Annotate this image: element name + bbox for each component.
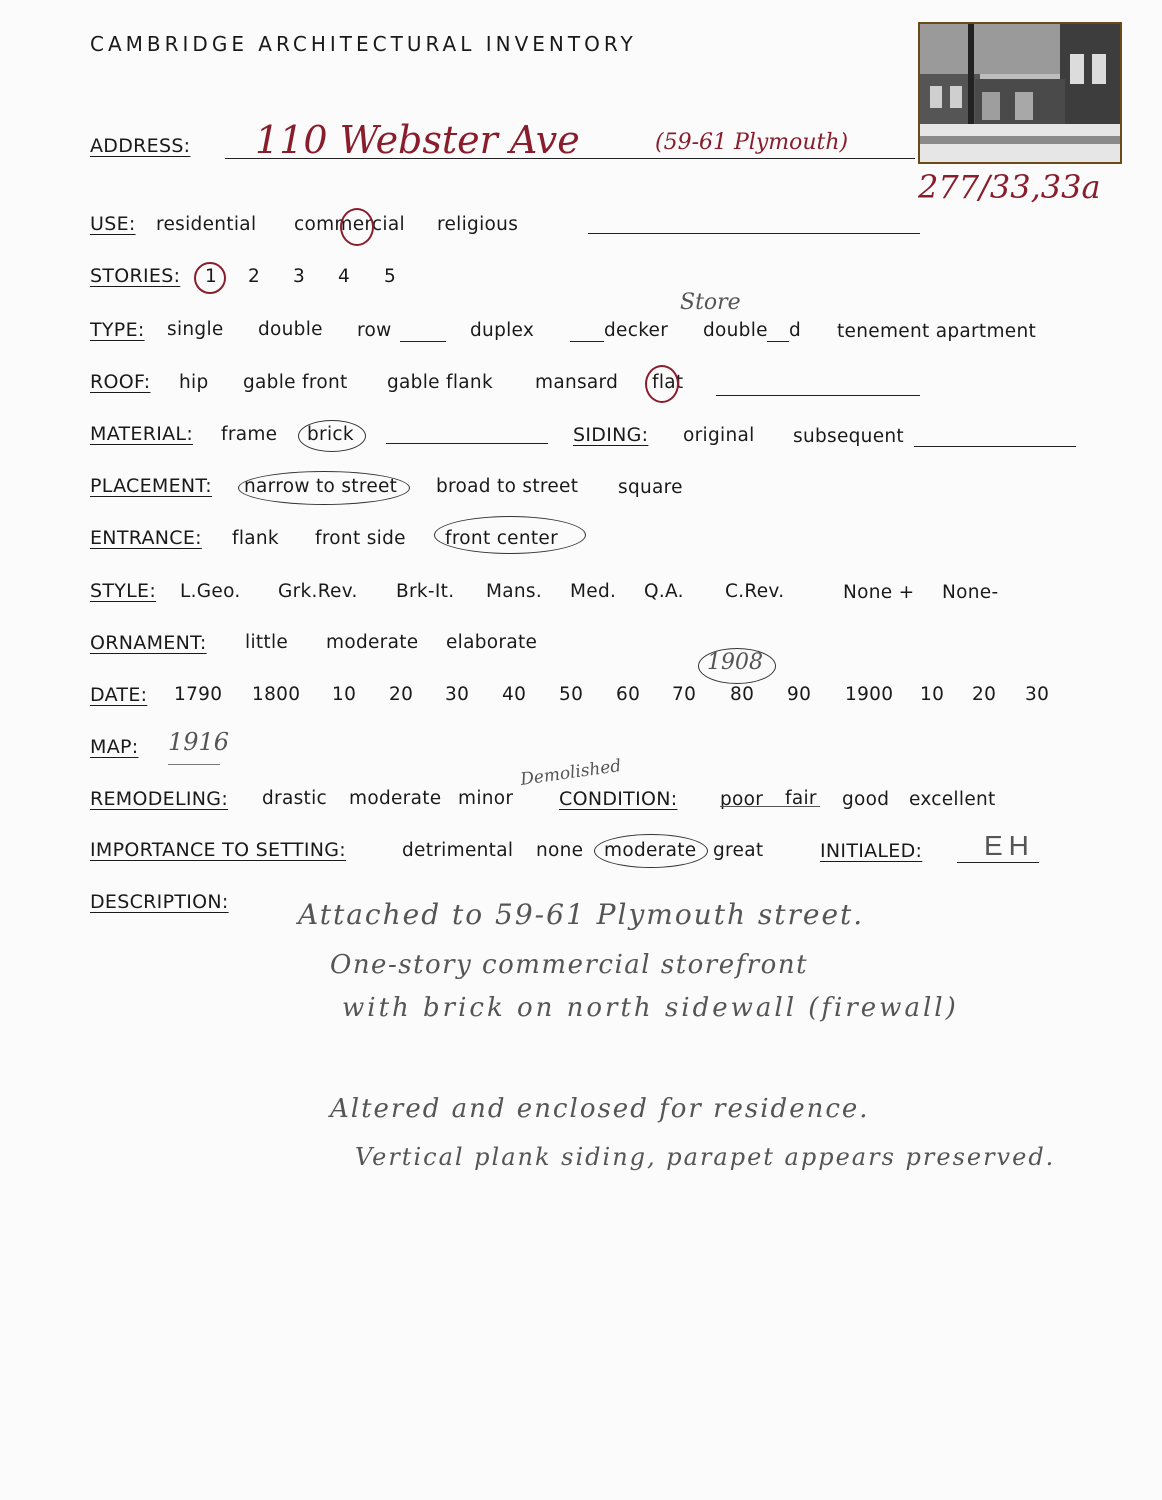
style-lgeo: L.Geo. xyxy=(180,581,241,602)
roof-mansard: mansard xyxy=(535,372,619,393)
roof-hip: hip xyxy=(179,372,209,393)
type-double: double xyxy=(258,319,323,340)
description-label: DESCRIPTION: xyxy=(90,891,229,913)
date-50: 50 xyxy=(559,684,584,705)
roof-label: ROOF: xyxy=(90,371,151,393)
date-1800: 1800 xyxy=(252,684,301,705)
address-street: 110 Webster Ave xyxy=(255,118,580,162)
type-decker-line xyxy=(570,341,604,342)
use-residential: residential xyxy=(156,214,257,235)
siding-label: SIDING: xyxy=(573,424,649,446)
stories-label: STORIES: xyxy=(90,265,181,287)
type-single: single xyxy=(167,319,224,340)
stories-5: 5 xyxy=(384,266,397,287)
type-row: row xyxy=(357,320,392,341)
date-note-mark xyxy=(698,648,776,684)
date-label: DATE: xyxy=(90,684,148,706)
style-qa: Q.A. xyxy=(644,581,684,602)
use-selected-mark xyxy=(340,208,374,246)
use-label: USE: xyxy=(90,213,136,235)
style-crev: C.Rev. xyxy=(725,581,785,602)
type-decker: decker xyxy=(604,320,669,341)
ornament-elaborate: elaborate xyxy=(446,632,538,653)
ornament-moderate: moderate xyxy=(326,632,419,653)
importance-moderate: moderate xyxy=(604,840,697,861)
material-selected-mark xyxy=(298,420,366,452)
remodeling-drastic: drastic xyxy=(262,788,327,809)
placement-square: square xyxy=(618,477,683,498)
condition-fair: fair xyxy=(785,788,817,809)
ornament-little: little xyxy=(245,632,289,653)
style-none-minus: None- xyxy=(942,582,999,603)
use-commercial: commercial xyxy=(294,214,405,235)
placement-label: PLACEMENT: xyxy=(90,475,212,497)
material-other-line xyxy=(386,443,548,444)
date-1790: 1790 xyxy=(174,684,223,705)
importance-label: IMPORTANCE TO SETTING: xyxy=(90,839,346,861)
type-double-d-line xyxy=(767,341,789,342)
map-underline xyxy=(168,764,220,765)
stories-1: 1 xyxy=(205,266,218,287)
date-30a: 30 xyxy=(445,684,470,705)
roof-gable-front: gable front xyxy=(243,372,348,393)
condition-poor: poor xyxy=(720,789,764,810)
date-note: 1908 xyxy=(707,650,763,675)
condition-good: good xyxy=(842,789,890,810)
importance-none: none xyxy=(536,840,584,861)
condition-excellent: excellent xyxy=(909,789,996,810)
style-none-plus: None + xyxy=(843,582,915,603)
type-duplex: duplex xyxy=(470,320,535,341)
style-mans: Mans. xyxy=(486,581,543,602)
style-grkrev: Grk.Rev. xyxy=(278,581,358,602)
entrance-front-center: front center xyxy=(445,528,559,549)
initialed-value: EH xyxy=(984,830,1035,861)
date-20a: 20 xyxy=(389,684,414,705)
roof-flat: flat xyxy=(652,372,684,393)
entrance-front-side: front side xyxy=(315,528,406,549)
condition-label: CONDITION: xyxy=(559,788,678,810)
style-brkit: Brk-It. xyxy=(396,581,455,602)
address-label: ADDRESS: xyxy=(90,135,191,157)
siding-original: original xyxy=(683,425,755,446)
parcel-number: 277/33,33a xyxy=(918,168,1101,206)
description-line-2: One-story commercial storefront xyxy=(330,950,809,980)
entrance-label: ENTRANCE: xyxy=(90,527,202,549)
entrance-selected-mark xyxy=(434,516,586,554)
initialed-label: INITIALED: xyxy=(820,840,923,862)
material-brick: brick xyxy=(307,424,354,445)
type-note: Store xyxy=(680,290,741,315)
type-row-line xyxy=(400,341,446,342)
date-1900: 1900 xyxy=(845,684,894,705)
stories-3: 3 xyxy=(293,266,306,287)
remodeling-minor: minor xyxy=(458,788,514,809)
placement-broad: broad to street xyxy=(436,476,579,497)
date-40: 40 xyxy=(502,684,527,705)
importance-great: great xyxy=(713,840,764,861)
map-value: 1916 xyxy=(168,728,230,756)
ornament-label: ORNAMENT: xyxy=(90,632,207,654)
entrance-flank: flank xyxy=(232,528,279,549)
description-line-4: Altered and enclosed for residence. xyxy=(330,1094,870,1124)
style-label: STYLE: xyxy=(90,580,157,602)
date-60: 60 xyxy=(616,684,641,705)
initialed-line xyxy=(957,862,1039,863)
date-10a: 10 xyxy=(332,684,357,705)
building-photo-image xyxy=(920,24,1120,162)
type-d: d xyxy=(789,320,802,341)
date-30b: 30 xyxy=(1025,684,1050,705)
map-label: MAP: xyxy=(90,736,139,758)
date-20b: 20 xyxy=(972,684,997,705)
description-line-1: Attached to 59-61 Plymouth street. xyxy=(298,898,865,931)
siding-other-line xyxy=(914,446,1076,447)
remodeling-label: REMODELING: xyxy=(90,788,229,810)
date-90: 90 xyxy=(787,684,812,705)
address-alt: (59-61 Plymouth) xyxy=(655,130,849,155)
importance-detrimental: detrimental xyxy=(402,840,514,861)
building-photo xyxy=(918,22,1122,164)
placement-selected-mark xyxy=(238,471,410,505)
siding-subsequent: subsequent xyxy=(793,426,904,447)
type-tenement-apartment: tenement apartment xyxy=(837,321,1037,342)
use-other-line xyxy=(588,233,920,234)
roof-other-line xyxy=(716,395,920,396)
material-label: MATERIAL: xyxy=(90,423,194,445)
form-title: CAMBRIDGE ARCHITECTURAL INVENTORY xyxy=(90,32,637,56)
condition-strike xyxy=(720,806,820,807)
style-med: Med. xyxy=(570,581,617,602)
date-10b: 10 xyxy=(920,684,945,705)
description-line-3: with brick on north sidewall (firewall) xyxy=(342,993,959,1023)
material-frame: frame xyxy=(221,424,278,445)
roof-gable-flank: gable flank xyxy=(387,372,493,393)
date-70: 70 xyxy=(672,684,697,705)
stories-4: 4 xyxy=(338,266,351,287)
remodeling-moderate: moderate xyxy=(349,788,442,809)
use-religious: religious xyxy=(437,214,519,235)
stories-selected-mark xyxy=(194,262,226,294)
stories-2: 2 xyxy=(248,266,261,287)
date-80: 80 xyxy=(730,684,755,705)
remodeling-note: Demolished xyxy=(519,756,623,790)
description-line-5: Vertical plank siding, parapet appears preserved. xyxy=(355,1143,1056,1171)
roof-selected-mark xyxy=(645,365,679,403)
importance-selected-mark xyxy=(594,834,708,868)
type-double-2: double xyxy=(703,320,768,341)
placement-narrow: narrow to street xyxy=(244,476,398,497)
type-label: TYPE: xyxy=(90,319,145,341)
